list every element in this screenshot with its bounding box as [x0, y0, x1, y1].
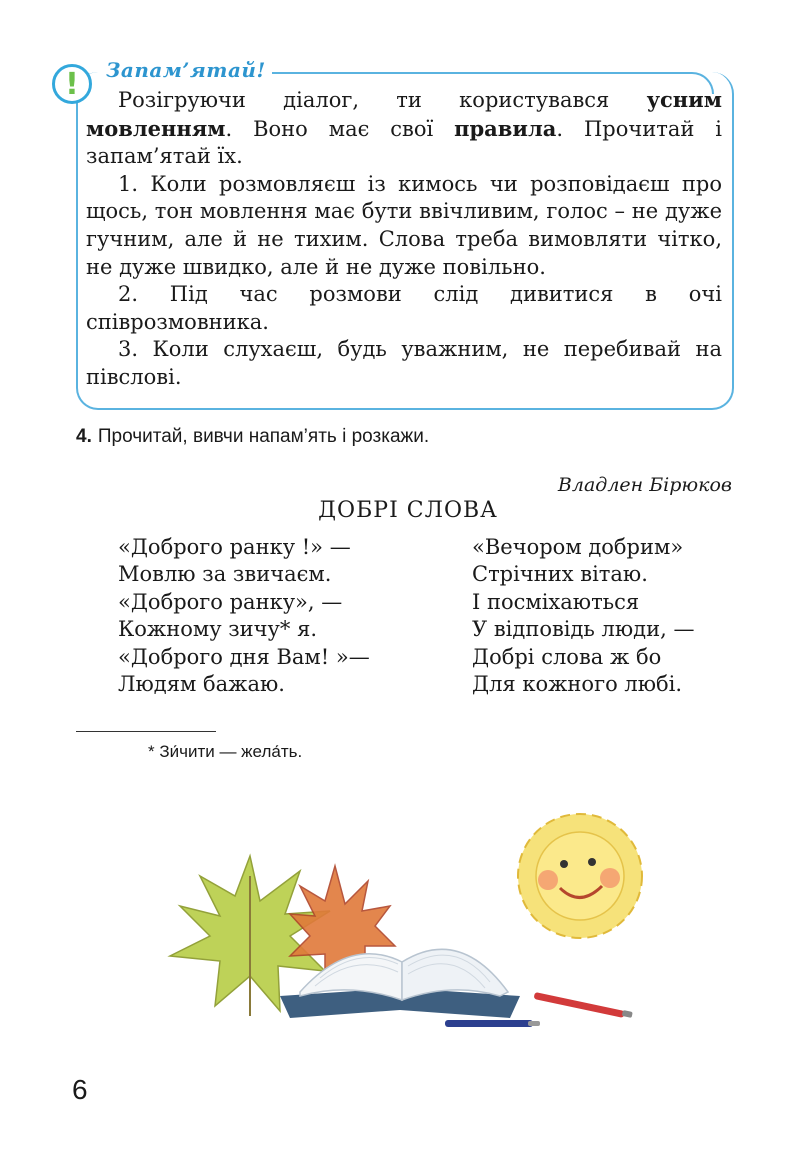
- poem-line: У відповідь люди, —: [472, 617, 695, 642]
- open-book-icon: [280, 949, 520, 1018]
- rule-item-2: 2. Під час розмови слід дивитися в очі співрозмовника.: [86, 282, 722, 334]
- rule-title: Запам’ятай!: [106, 58, 266, 82]
- intro-text: . Прочитай і запам’ятай їх.: [86, 116, 723, 169]
- rule-item-3: 3. Коли слухаєш, будь уважним, не перебивай на півслові.: [86, 337, 722, 389]
- task-text: Прочитай, вивчи напам’ять і розкажи.: [97, 426, 430, 447]
- illustration: [140, 796, 660, 1046]
- poem-line: «Доброго ранку», —: [118, 589, 343, 614]
- poem-line: «Вечором добрим»: [472, 535, 684, 559]
- poem-author: Владлен Бірюков: [557, 474, 732, 496]
- poem-line: Стрічних вітаю.: [472, 562, 648, 587]
- poem-line: «Доброго дня Вам! »—: [118, 644, 370, 669]
- rule-text: [86, 86, 722, 392]
- sun-icon: [518, 814, 642, 938]
- poem-line: І посміхаються: [472, 589, 640, 614]
- task-number: 4.: [76, 426, 92, 447]
- rule-intro: [86, 86, 722, 171]
- poem-line: Кожному зичу* я.: [118, 617, 318, 642]
- task-line: [76, 426, 429, 448]
- poem-line: Людям бажаю.: [118, 672, 285, 697]
- poem-right-column: [472, 534, 694, 698]
- page-number: 6: [72, 1074, 88, 1105]
- rule-item-1: 1. Коли розмовляєш із кимось чи розповідаєш про щось, тон мовлення має бути ввічливим, голос – не дуже гучним, але й не тихим. Слова треба вимовляти чітко, не дуже швидко, але й не дуже повільно.: [86, 171, 722, 279]
- bold-term: усним мовленням: [86, 87, 722, 141]
- bold-term: правила: [454, 115, 557, 141]
- intro-text: . Воно має свої: [225, 116, 455, 141]
- poem-line: Для кожного любі.: [472, 672, 683, 697]
- poem-line: Добрі слова ж бо: [472, 644, 662, 669]
- pen-icon: [534, 992, 633, 1018]
- footnote-divider: [76, 731, 216, 732]
- intro-text: Розігруючи діалог, ти користувався: [118, 88, 647, 112]
- exclamation-icon: !: [52, 64, 92, 104]
- pen-icon: [445, 1020, 540, 1027]
- poem-line: «Доброго ранку !» —: [118, 535, 351, 559]
- poem-title: ДОБРІ СЛОВА: [318, 498, 498, 523]
- poem-line: Мовлю за звичаєм.: [118, 562, 332, 587]
- poem-left-column: [118, 534, 370, 698]
- footnote: * Зи́чити — жела́ть.: [148, 742, 303, 761]
